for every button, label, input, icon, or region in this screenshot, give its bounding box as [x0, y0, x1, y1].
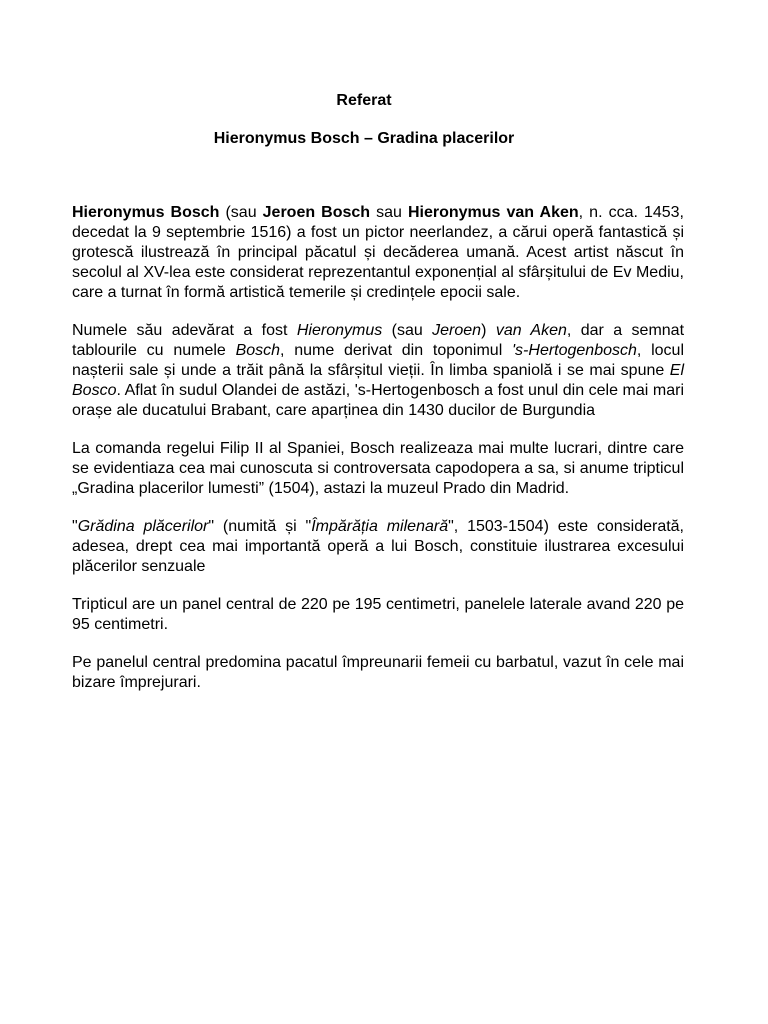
- text-run: Jeroen: [432, 322, 482, 339]
- paragraph-intro: [72, 203, 684, 303]
- text-run: Hieronymus: [296, 322, 383, 339]
- text-run: ", 1503-1504) este considerată, adesea, drept cea mai importantă operă a lui Bosch, constituie ilustrarea excesului plăcerilor senzuale: [72, 518, 685, 575]
- text-run: , locul nașterii sale și unde a trăit până la sfârșitul vieții. În limba spaniolă i se mai spune: [72, 342, 685, 379]
- text-run: , dar a semnat tablourile cu numele: [72, 322, 685, 359]
- text-run: 's-Hertogenbosch: [512, 342, 637, 359]
- text-run: " (numită și ": [208, 518, 312, 535]
- text-run: Numele său adevărat a fost: [72, 322, 297, 339]
- document-body: [72, 203, 684, 711]
- text-run: sau: [370, 204, 408, 221]
- text-run: van Aken: [495, 322, 567, 339]
- text-run: El Bosco: [72, 362, 684, 399]
- document-title: Hieronymus Bosch – Gradina placerilor: [213, 130, 515, 147]
- text-run: La comanda regelui Filip II al Spaniei, Bosch realizeaza mai multe lucrari, dintre care se evidentiaza cea mai cunoscuta si controversata capodopera a sa, si anume tripticul „Gradina placerilor lumesti” (1504), astazi la muzeul Prado din Madrid.: [72, 440, 684, 497]
- text-run: (sau: [382, 322, 433, 339]
- text-run: (sau: [219, 204, 263, 221]
- text-run: ): [481, 322, 496, 339]
- text-run: Grădina plăcerilor: [77, 518, 209, 535]
- paragraph-commission: [72, 439, 684, 499]
- text-run: Tripticul are un panel central de 220 pe 195 centimetri, panelele laterale avand 220 pe 95 centimetri.: [72, 596, 684, 633]
- text-run: Hieronymus Bosch: [72, 204, 220, 221]
- paragraph-name-origin: [72, 321, 684, 421]
- text-run: Hieronymus van Aken: [407, 204, 579, 221]
- paragraph-triptych-dimensions: [72, 595, 684, 635]
- text-run: , nume derivat din toponimul: [280, 342, 512, 359]
- text-run: Împărăția milenară: [311, 518, 449, 535]
- text-run: , n. cca. 1453, decedat la 9 septembrie 1516) a fost un pictor neerlandez, a cărui operă fantastică și grotescă ilustrează în principal păcatul și decăderea umană. Acest artist născut în secolul al XV-lea este considerat reprezentantul exponențial al sfârșitului de Ev Mediu, care a turnat în formă artistică temerile și credințele epocii sale.: [72, 204, 685, 301]
- document-type-heading: Referat: [336, 92, 392, 109]
- text-run: Bosch: [235, 342, 281, 359]
- text-run: Jeroen Bosch: [262, 204, 371, 221]
- text-run: . Aflat în sudul Olandei de astăzi, 's-Hertogenbosch a fost unul din cele mai mari orașe ale ducatului Brabant, care aparținea din 1430 ducilor de Burgundia: [72, 382, 684, 419]
- paragraph-garden-of-delights: [72, 517, 684, 577]
- text-run: Pe panelul central predomina pacatul împreunarii femeii cu barbatul, vazut în cele mai bizare împrejurari.: [72, 654, 684, 691]
- paragraph-central-panel: [72, 653, 684, 693]
- text-run: ": [72, 518, 78, 535]
